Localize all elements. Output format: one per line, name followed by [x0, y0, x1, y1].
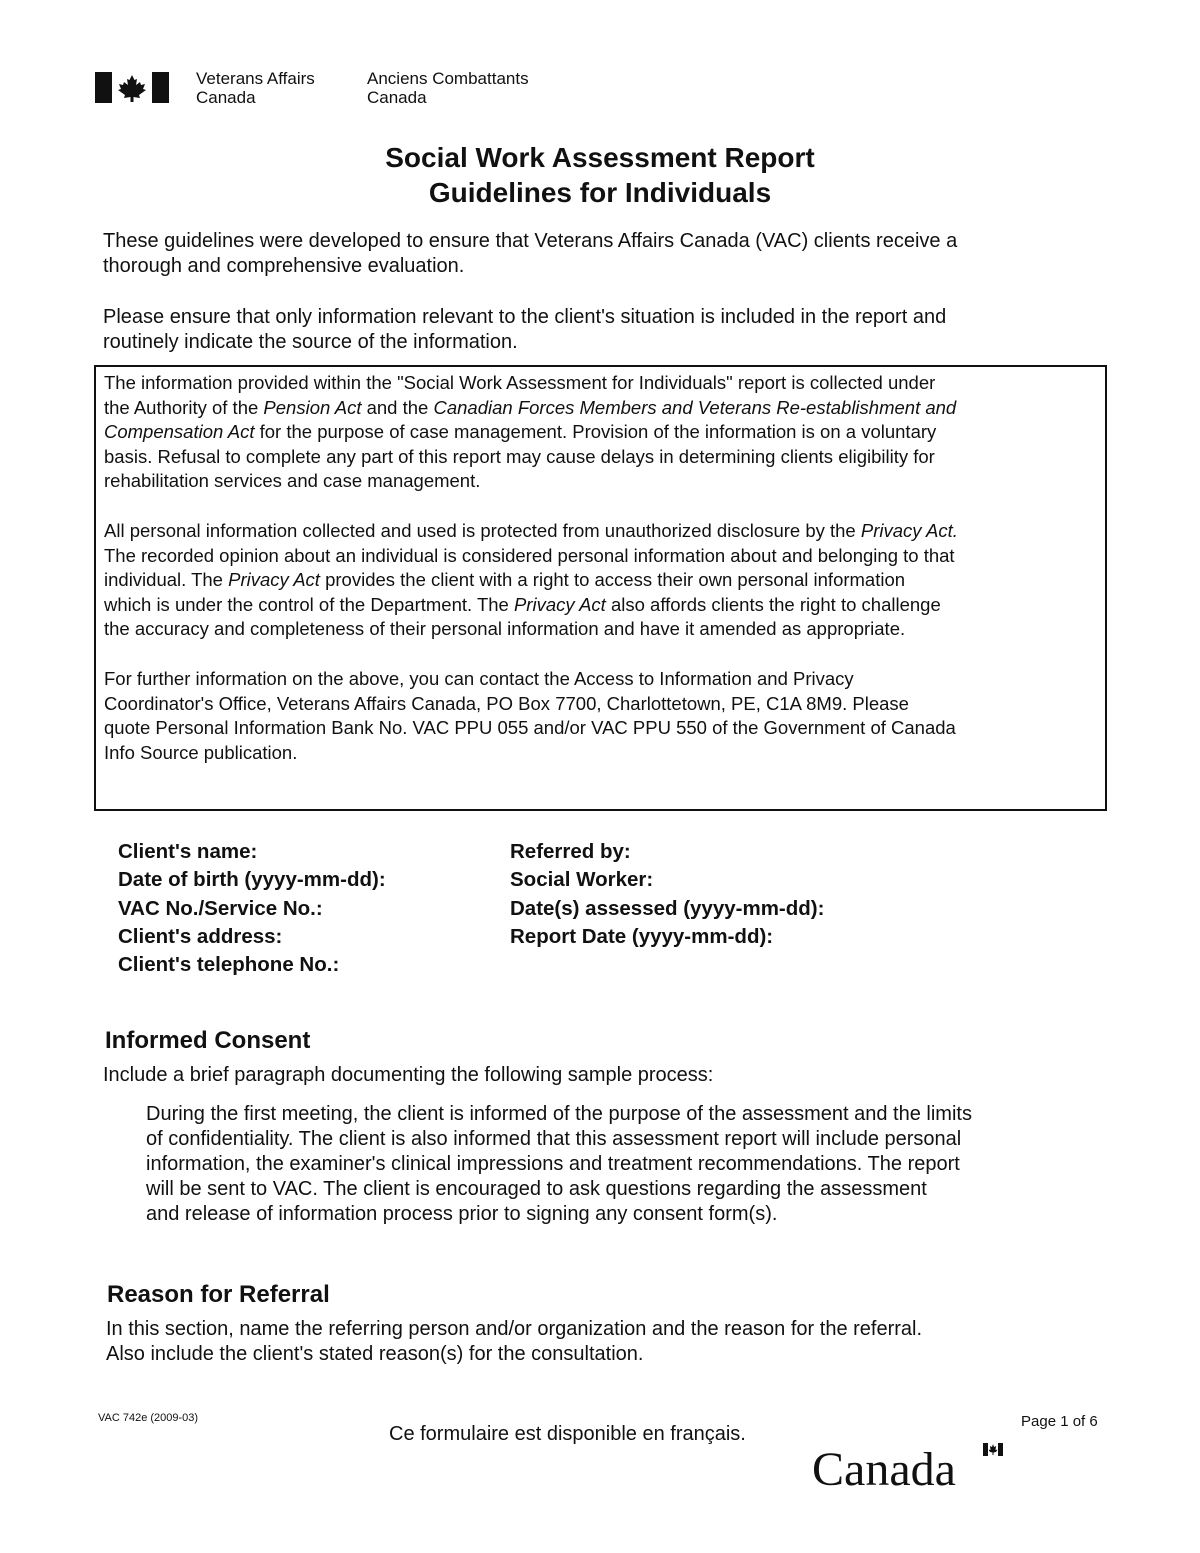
- heading-informed-consent: Informed Consent: [105, 1027, 311, 1054]
- department-name-en: Veterans Affairs Canada: [196, 69, 315, 107]
- form-code: VAC 742e (2009-03): [98, 1412, 199, 1424]
- field-social-worker: Social Worker:: [510, 868, 654, 892]
- field-vac-service-no: VAC No./Service No.:: [118, 896, 323, 920]
- consent-sample-process: During the first meeting, the client is informed of the purpose of the assessment and the limits of confidentiality. The client is also informed that this assessment report will include personal information, the examiner's clinical impressions and treatment recommendations. The report will be sent to VAC. The client is encouraged to ask questions regarding the assessment and release of information process prior to signing any consent form(s).: [146, 1103, 972, 1225]
- privacy-paragraph-authority: The information provided within the "Social Work Assessment for Individuals" report is collected under the Authority of the Pension Act and the Canadian Forces Members and Veterans Re-establishment and Compensation Act for the purpose of case management. Provision of the information is on a voluntary basis. Refusal to complete any part of this report may cause delays in determining clients eligibility for rehabilitation services and case management.: [104, 372, 957, 492]
- maple-leaf-icon: [115, 74, 149, 102]
- consent-intro: Include a brief paragraph documenting the following sample process:: [103, 1064, 714, 1086]
- field-referred-by: Referred by:: [510, 840, 631, 863]
- intro-paragraph-1: These guidelines were developed to ensure that Veterans Affairs Canada (VAC) clients receive a thorough and comprehensive evaluation.: [103, 230, 958, 277]
- department-name-fr: Anciens Combattants Canada: [367, 69, 529, 107]
- field-client-name: Client's name:: [118, 840, 258, 863]
- field-dates-assessed: Date(s) assessed (yyyy-mm-dd):: [510, 896, 825, 920]
- french-availability-note: Ce formulaire est disponible en français.: [389, 1423, 746, 1445]
- privacy-paragraph-protection: All personal information collected and used is protected from unauthorized disclosure by the Privacy Act. The recorded opinion about an individual is considered personal information about and belonging to that individual. The Privacy Act provides the client with a right to access their own personal information which is under the control of the Department. The Privacy Act also affords clients the right to challenge the accuracy and completeness of their personal information and have it amended as appropriate.: [104, 520, 958, 640]
- field-report-date: Report Date (yyyy-mm-dd):: [510, 924, 774, 948]
- field-date-of-birth: Date of birth (yyyy-mm-dd):: [118, 868, 386, 892]
- government-flag-symbol: [95, 72, 169, 103]
- referral-instructions: In this section, name the referring person and/or organization and the reason for the referral. Also include the client's stated reason(s) for the consultation.: [106, 1318, 923, 1365]
- intro-paragraph-2: Please ensure that only information relevant to the client's situation is included in the report and routinely indicate the source of the information.: [103, 306, 947, 353]
- privacy-paragraph-contact: For further information on the above, you can contact the Access to Information and Privacy Coordinator's Office, Veterans Affairs Canada, PO Box 7700, Charlottetown, PE, C1A 8M9. Please quote Personal Information Bank No. VAC PPU 055 and/or VAC PPU 550 of the Government of Canada Info Source publication.: [104, 668, 956, 763]
- page-number: Page 1 of 6: [1021, 1413, 1098, 1430]
- field-client-address: Client's address:: [118, 924, 283, 948]
- field-client-telephone: Client's telephone No.:: [118, 953, 340, 977]
- page-title: Social Work Assessment Report: [385, 142, 815, 173]
- client-info-fields: [118, 838, 386, 979]
- page-subtitle: Guidelines for Individuals: [428, 177, 772, 208]
- heading-reason-for-referral: Reason for Referral: [107, 1281, 330, 1308]
- canada-wordmark: Canada: [812, 1443, 956, 1496]
- referral-info-fields: [510, 838, 824, 951]
- wordmark-flag-icon: [983, 1443, 1003, 1456]
